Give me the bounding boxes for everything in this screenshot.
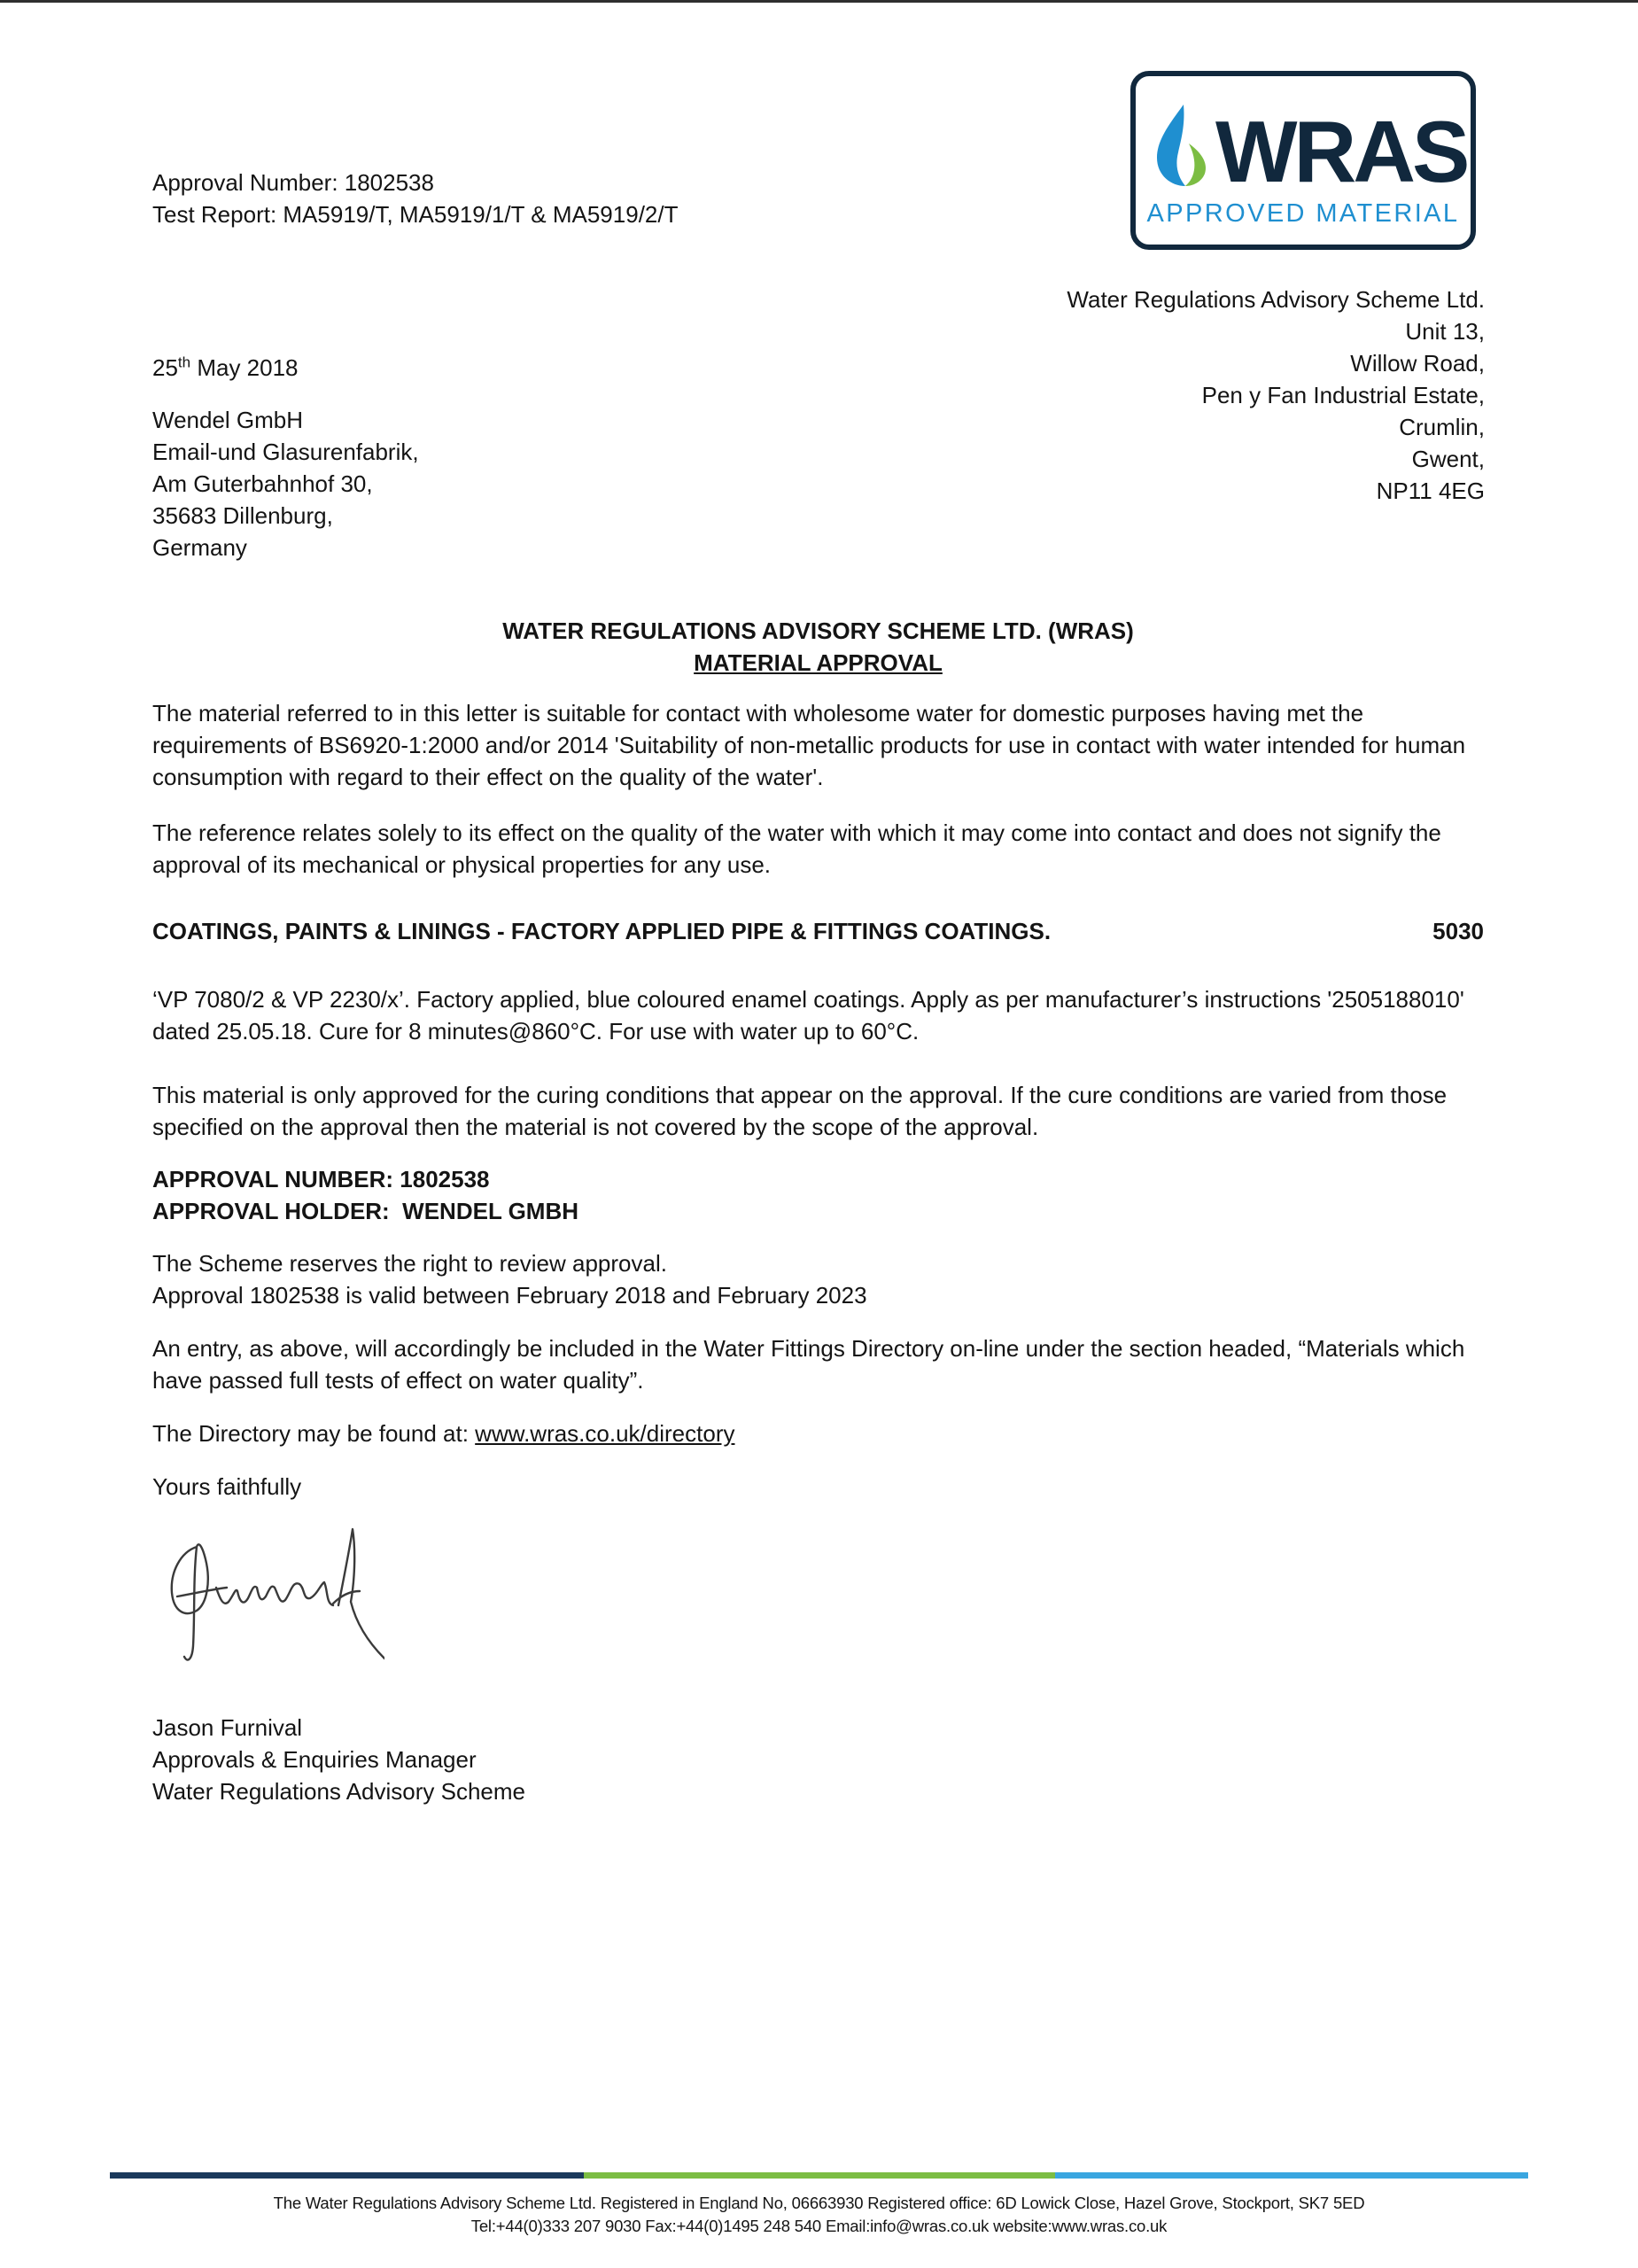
paragraph-line: The Scheme reserves the right to review approval.: [152, 1250, 667, 1277]
date-day: 25: [152, 354, 178, 381]
sender-line: Pen y Fan Industrial Estate,: [1201, 382, 1485, 408]
paragraph-line: ‘VP 7080/2 & VP 2230/x’. Factory applied, blue coloured enamel coatings. Apply as per manufacturer’s instructions '2505188010': [152, 986, 1464, 1013]
footer-bar-green: [584, 2172, 1055, 2179]
signatory-block: [152, 1712, 1490, 1807]
test-report-ref: Test Report: MA5919/T, MA5919/1/T & MA5919/2/T: [152, 201, 679, 228]
wras-logo: [1130, 71, 1476, 250]
paragraph-line: The material referred to in this letter is suitable for contact with wholesome water for domestic purposes having met the: [152, 700, 1364, 726]
sender-line: Unit 13,: [1405, 318, 1485, 345]
paragraph-line: Approval 1802538 is valid between February 2018 and February 2023: [152, 1282, 867, 1309]
scope-paragraph: [152, 817, 1490, 881]
sender-line: Water Regulations Advisory Scheme Ltd.: [1067, 286, 1485, 313]
directory-line: [152, 1418, 1490, 1449]
directory-prefix: The Directory may be found at:: [152, 1420, 476, 1447]
suitability-paragraph: [152, 697, 1490, 793]
footer-bar-blue: [1055, 2172, 1528, 2179]
approval-details: [152, 1163, 1490, 1227]
sender-line: Gwent,: [1411, 446, 1485, 472]
paragraph-line: The reference relates solely to its effect on the quality of the water with which it may come into contact and does not signify the: [152, 819, 1441, 846]
paragraph-line: An entry, as above, will accordingly be included in the Water Fittings Directory on-line under the section headed, “Materials which: [152, 1335, 1465, 1362]
paragraph-line: dated 25.05.18. Cure for 8 minutes@860°C. For use with water up to 60°C.: [152, 1018, 920, 1045]
approval-number-ref: Approval Number: 1802538: [152, 169, 434, 196]
signatory-name: Jason Furnival: [152, 1714, 303, 1741]
paragraph-line: approval of its mechanical or physical properties for any use.: [152, 851, 772, 878]
recipient-line: 35683 Dillenburg,: [152, 502, 333, 529]
sender-line: Crumlin,: [1399, 414, 1485, 440]
heading-subtitle: MATERIAL APPROVAL: [694, 649, 943, 676]
category-row: [152, 915, 1484, 947]
date-rest: May 2018: [190, 354, 299, 381]
letter-heading: [152, 615, 1484, 679]
sender-line: NP11 4EG: [1376, 478, 1485, 504]
paragraph-line: requirements of BS6920-1:2000 and/or 2014 'Suitability of non-metallic products for use in contact with water intended for human: [152, 732, 1466, 758]
recipient-line: Wendel GmbH: [152, 407, 304, 433]
approval-number-line: APPROVAL NUMBER: 1802538: [152, 1166, 490, 1192]
logo-tagline: APPROVED MATERIAL: [1146, 199, 1460, 228]
review-paragraph: [152, 1247, 1490, 1311]
paragraph-line: have passed full tests of effect on water quality”.: [152, 1367, 644, 1394]
product-description: [152, 983, 1490, 1047]
date-suffix: th: [177, 353, 191, 371]
signatory-title: Approvals & Enquiries Manager: [152, 1746, 477, 1773]
handwritten-signature: [161, 1526, 384, 1667]
recipient-address: [152, 404, 419, 563]
footer-registration: The Water Regulations Advisory Scheme Ltd. Registered in England No, 06663930 Registered office: 6D Lowick Close, Hazel Grove, Stockport, SK7 5ED: [273, 2194, 1365, 2212]
top-border-line: [0, 0, 1638, 3]
directory-link[interactable]: www.wras.co.uk/directory: [475, 1420, 735, 1447]
paragraph-line: consumption with regard to their effect on the quality of the water'.: [152, 764, 824, 790]
closing-line: Yours faithfully: [152, 1473, 302, 1500]
signatory-organisation: Water Regulations Advisory Scheme: [152, 1778, 526, 1805]
recipient-line: Am Guterbahnhof 30,: [152, 470, 373, 497]
paragraph-line: This material is only approved for the curing conditions that appear on the approval. If the cure conditions are varied from those: [152, 1082, 1448, 1108]
logo-wordmark: WRAS: [1215, 103, 1467, 200]
approval-holder-line: APPROVAL HOLDER: WENDEL GMBH: [152, 1198, 579, 1224]
category-title: COATINGS, PAINTS & LININGS - FACTORY APPLIED PIPE & FITTINGS COATINGS.: [152, 918, 1052, 944]
sender-address: [1067, 284, 1485, 507]
recipient-line: Email-und Glasurenfabrik,: [152, 439, 419, 465]
letter-date: [152, 352, 299, 384]
footer-contact: Tel:+44(0)333 207 9030 Fax:+44(0)1495 248 540 Email:info@wras.co.uk website:www.wras.co.uk: [470, 2217, 1168, 2235]
category-code: 5030: [1432, 918, 1484, 944]
footer-bar-navy: [110, 2172, 584, 2179]
directory-entry-paragraph: [152, 1332, 1490, 1396]
reference-block: [152, 167, 678, 230]
sender-line: Willow Road,: [1350, 350, 1485, 377]
curing-conditions-paragraph: [152, 1079, 1490, 1143]
paragraph-line: specified on the approval then the material is not covered by the scope of the approval.: [152, 1114, 1039, 1140]
recipient-line: Germany: [152, 534, 247, 561]
heading-title: WATER REGULATIONS ADVISORY SCHEME LTD. (WRAS): [502, 617, 1134, 644]
